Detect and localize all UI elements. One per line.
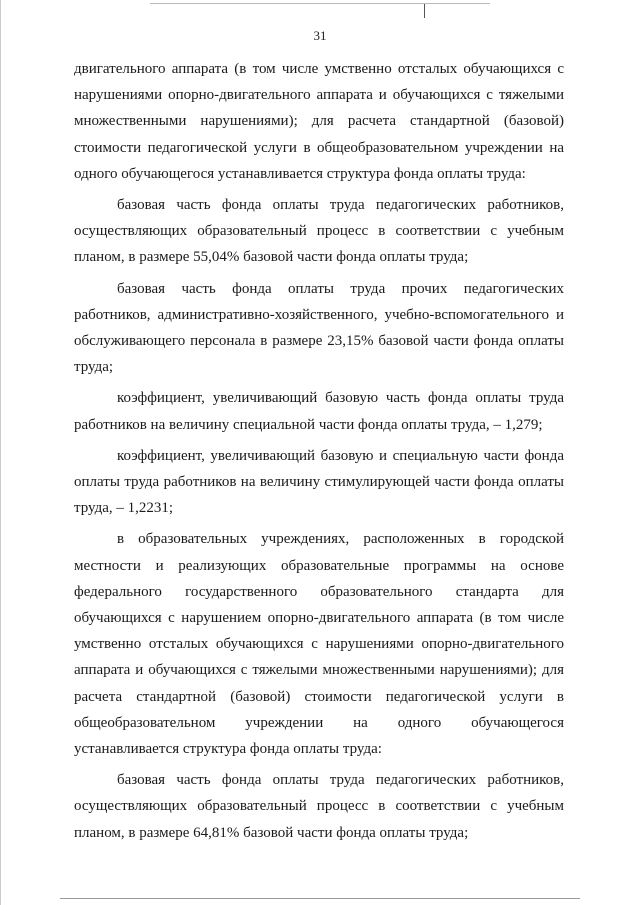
paragraph-5: коэффициент, увеличивающий базовую и специальную части фонда оплаты труда работников на величину стимулирующей части фонда оплаты труда, – 1,2231; bbox=[74, 447, 564, 517]
body-text bbox=[74, 56, 564, 846]
page-number: 31 bbox=[313, 28, 327, 43]
scan-mark-top-line bbox=[150, 3, 490, 4]
paragraph-7: базовая часть фонда оплаты труда педагогических работников, осуществляющих образовательный процесс в соответствии с учебным планом, в размере 64,81% базовой части фонда оплаты труда; bbox=[74, 772, 564, 841]
scan-mark-bottom-line bbox=[60, 898, 580, 899]
paragraph-6: в образовательных учреждениях, расположенных в городской местности и реализующих образовательные программы на основе федерального государственного образовательного стандарта для обучающихся с нарушением опорно-двигательного аппарата (в том числе умственно отсталых обучающихся с нарушениями опорно-двигательного аппарата и обучающихся с тяжелыми множественными нарушениями); для расчета стандартной (базовой) стоимости педагогической услуги в общеобразовательном учреждении на одного обучающегося устанавливается структура фонда оплаты труда: bbox=[74, 531, 564, 758]
paragraph-1: двигательного аппарата (в том числе умственно отсталых обучающихся с нарушениями опорно-двигательного аппарата и обучающихся с тяжелыми множественными нарушениями); для расчета стандартной (базовой) стоимости педагогической услуги в общеобразовательном учреждении на одного обучающегося устанавливается структура фонда оплаты труда: bbox=[74, 61, 564, 182]
paragraph-3: базовая часть фонда оплаты труда прочих педагогических работников, административно-хозяйственного, учебно-вспомогательного и обслуживающего персонала в размере 23,15% базовой части фонда оплаты труда; bbox=[74, 280, 564, 376]
paragraph-4: коэффициент, увеличивающий базовую часть фонда оплаты труда работников на величину специальной части фонда оплаты труда, – 1,279; bbox=[74, 390, 564, 433]
scan-mark-top bbox=[424, 4, 425, 18]
paragraph-2: базовая часть фонда оплаты труда педагогических работников, осуществляющих образовательный процесс в соответствии с учебным планом, в размере 55,04% базовой части фонда оплаты труда; bbox=[74, 197, 564, 266]
scan-mark-left bbox=[0, 0, 1, 905]
